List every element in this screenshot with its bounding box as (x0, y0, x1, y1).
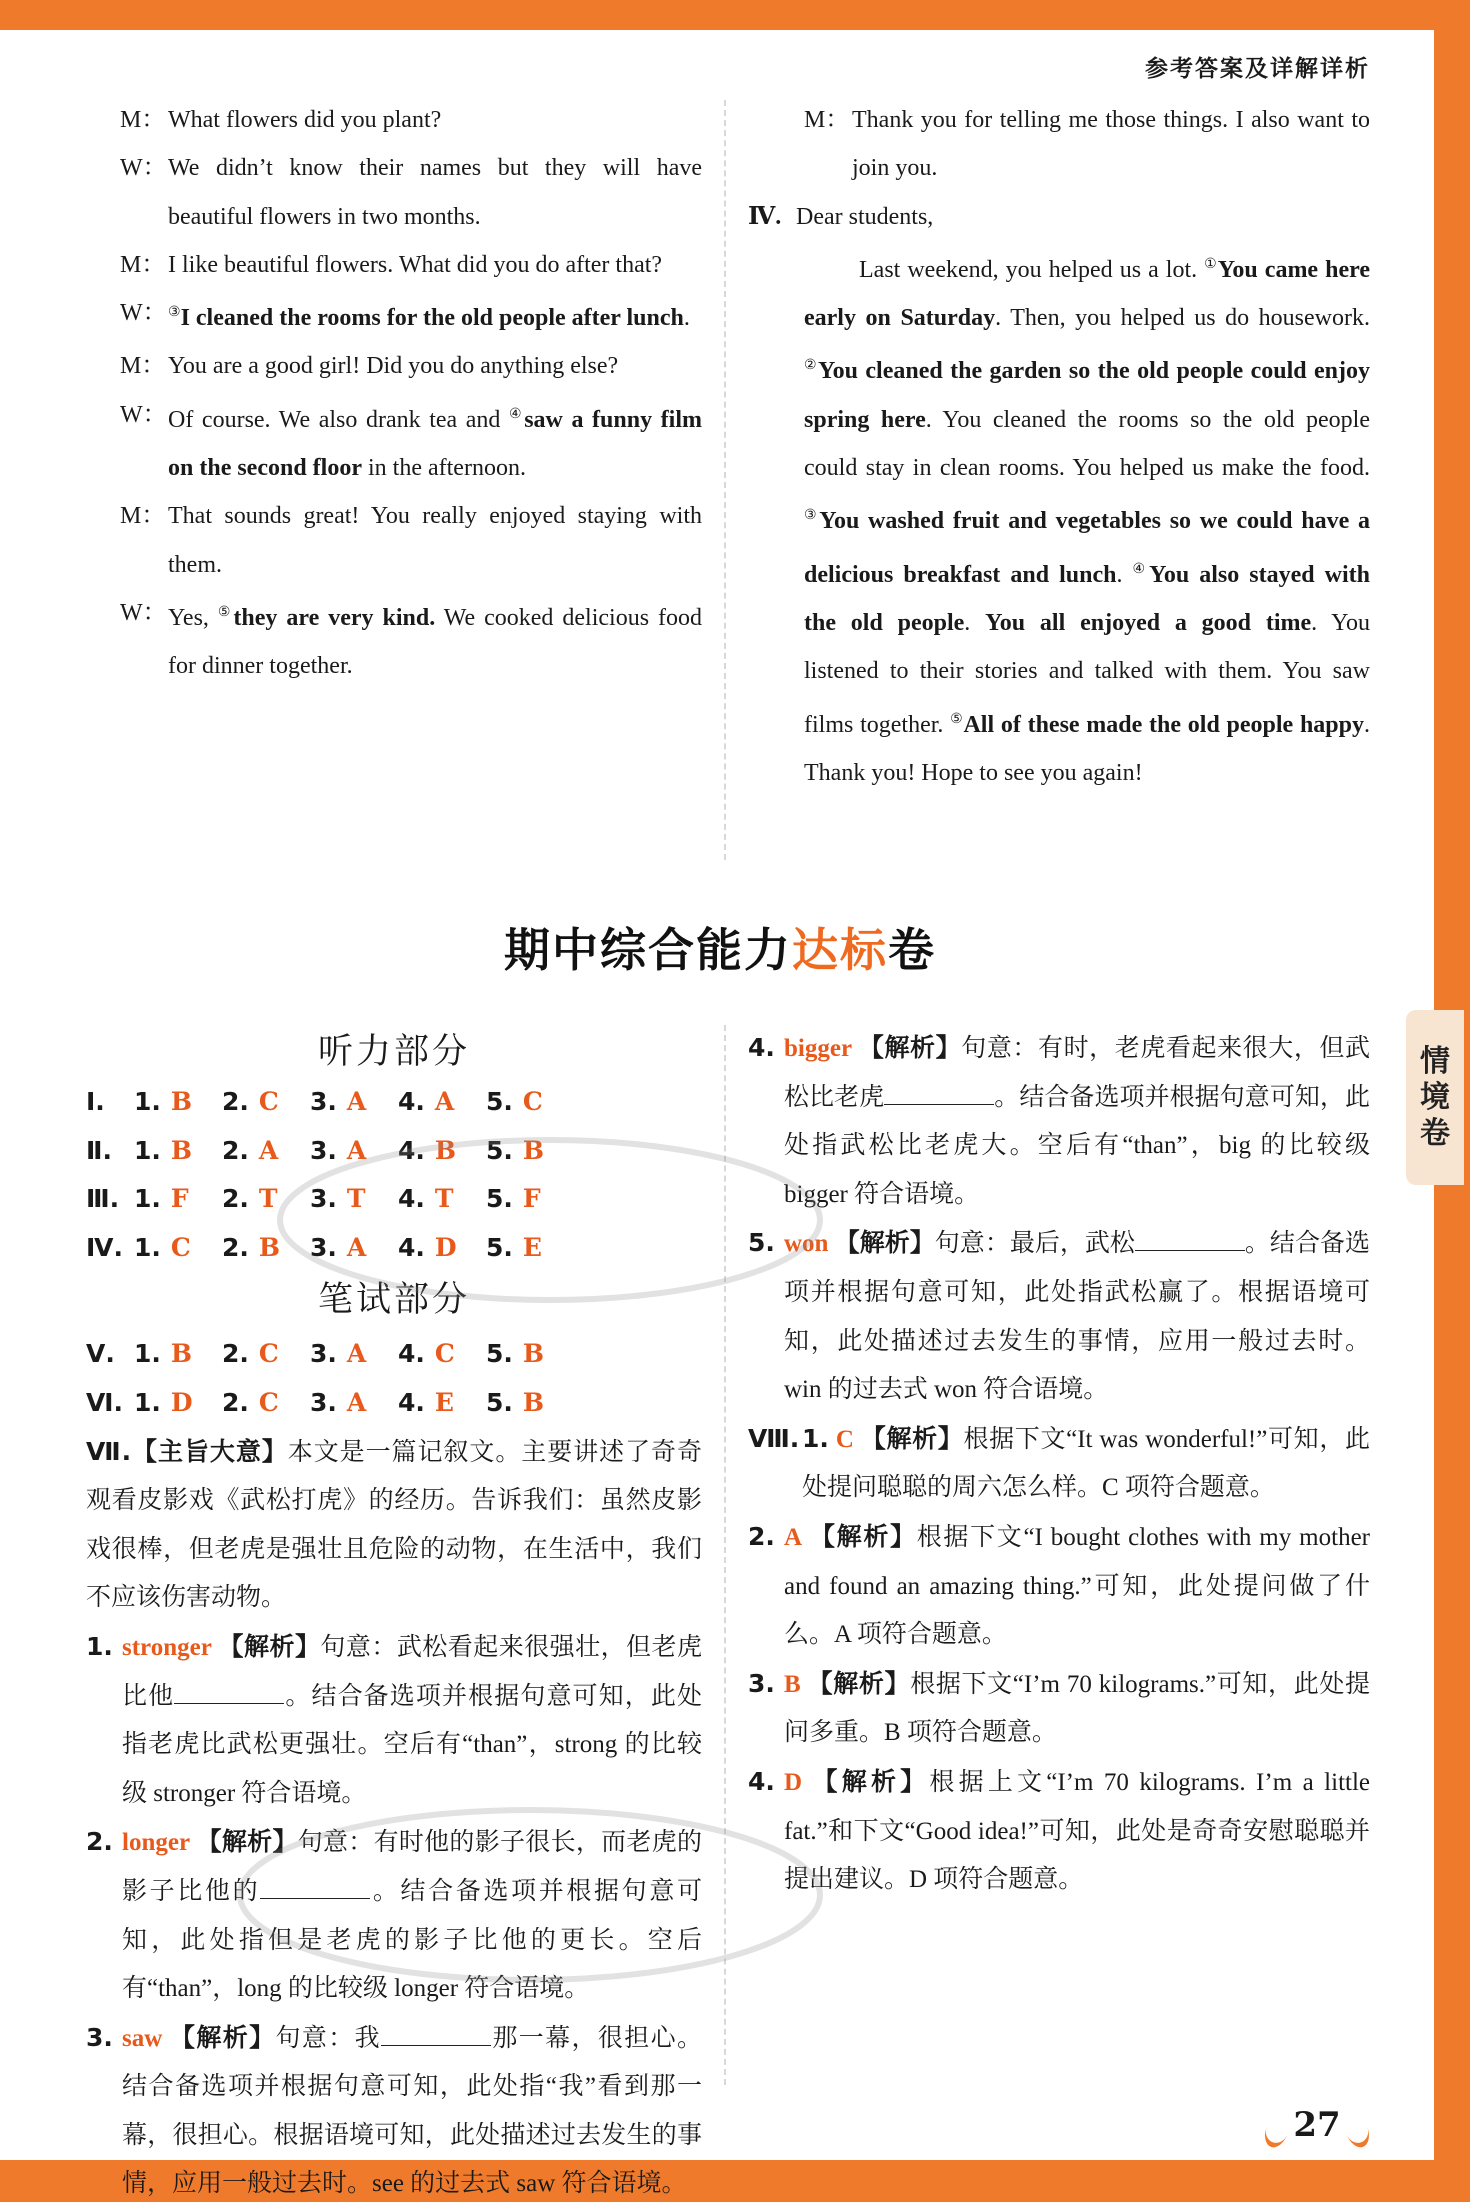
answer-cell: 1. C (134, 1232, 191, 1262)
letter-heading: Ⅳ. Dear students, (748, 203, 934, 230)
page-number: 27 (1272, 2098, 1362, 2152)
answer-cell: 2. C (222, 1387, 279, 1417)
answer-cell: 4. B (398, 1135, 457, 1165)
answer-cell: 4. D (398, 1232, 457, 1262)
side-tab-char: 卷 (1420, 1115, 1450, 1151)
dialogue-right (748, 96, 1370, 797)
side-tab (1406, 1010, 1464, 1185)
blank-line (884, 1084, 994, 1105)
explanation-item: 4. D 【解析】根据上文“I’m 70 kilograms. I’m a little fat.”和下文“Good idea!”可知，此处是奇奇安慰聪聪并提出建议。D 项符合题意。 (748, 1766, 1370, 1894)
page-number-ornament (1341, 2110, 1374, 2150)
answer-cell: 5. B (486, 1135, 545, 1165)
answer-cell: 2. T (222, 1184, 278, 1214)
watermark-logo (270, 1130, 830, 1310)
section-title: 期中综合能力达标卷 (504, 923, 936, 977)
writing-heading: 笔试部分 (317, 1280, 470, 1321)
top-orange-band (0, 0, 1470, 30)
answer-row-number: Ⅳ. (86, 1232, 123, 1262)
answer-cell: 2. C (222, 1339, 279, 1369)
dialogue-left (120, 96, 702, 691)
answer-row (86, 1330, 702, 1379)
explanation-item: 3. saw 【解析】句意：我 那一幕，很担心。结合备选项并根据句意可知，此处指“我”看到那一幕，很担心。根据语境可知，此处描述过去发生的事情，应用一般过去时。see 的过去式 saw 符合语境。 (86, 2022, 702, 2198)
answer-cell: 4. E (398, 1387, 454, 1417)
column-divider-top (724, 100, 726, 860)
answer-row-number: Ⅴ. (86, 1339, 115, 1369)
explanation-item: 5. won 【解析】句意：最后，武松 。结合备选项并根据句意可知，此处指武松赢了。根据语境可知，此处描述过去发生的事情，应用一般过去时。win 的过去式 won 符合语境。 (748, 1228, 1370, 1404)
explanation-item: 1. stronger 【解析】句意：武松看起来很强壮，但老虎比他 。结合备选项并根据句意可知，此处指老虎比武松更强壮。空后有“than”，strong 的比较级 stronger 符合语境。 (86, 1631, 702, 1807)
answer-cell: 5. F (486, 1184, 541, 1214)
answer-row-number: Ⅵ. (86, 1387, 123, 1417)
answer-row-number: Ⅰ. (86, 1087, 105, 1116)
answer-cell: 3. A (310, 1135, 367, 1165)
blank-line (174, 1683, 284, 1704)
dialogue-line: M： You are a good girl! Did you do anything else? (120, 353, 619, 380)
answer-cell: 5. C (486, 1087, 543, 1116)
answer-cell: 3. T (310, 1184, 366, 1214)
dialogue-line: W： ③I cleaned the rooms for the old people after lunch. (120, 300, 690, 332)
answer-cell: 2. C (222, 1087, 279, 1116)
answers-right (748, 1024, 1370, 1905)
answer-cell: 5. B (486, 1339, 545, 1369)
writing-answers (86, 1330, 702, 1427)
answer-cell: 1. B (134, 1087, 193, 1116)
watermark-logo (230, 1800, 830, 1990)
answer-cell: 3. A (310, 1339, 367, 1369)
answer-row-number: Ⅲ. (86, 1184, 120, 1214)
answer-cell: 2. B (222, 1232, 281, 1262)
blank-line (1135, 1230, 1245, 1251)
explanation-item: 3. B 【解析】根据下文“I’m 70 kilograms.”可知，此处提问多重。B 项符合题意。 (748, 1668, 1370, 1747)
section-seven-summary: Ⅶ.【主旨大意】本文是一篇记叙文。主要讲述了奇奇观看皮影戏《武松打虎》的经历。告诉我们：虽然皮影戏很棒，但老虎是强壮且危险的动物，在生活中，我们不应该伤害动物。 (86, 1436, 702, 1612)
dialogue-line: W： Yes, ⑤they are very kind. We cooked delicious food for dinner together. (120, 599, 702, 680)
answer-row (86, 1078, 702, 1127)
answer-cell: 3. A (310, 1087, 367, 1116)
blank-line (381, 2025, 491, 2046)
answer-cell: 1. D (134, 1387, 193, 1417)
side-tab-char: 情 (1420, 1043, 1450, 1079)
explanation-item: 4. bigger 【解析】句意：有时，老虎看起来很大，但武松比老虎 。结合备选项并根据句意可知，此处指武松比老虎大。空后有“than”，big 的比较级 bigger 符合语境。 (748, 1033, 1370, 1208)
explanation-item: 2. longer 【解析】句意：有时他的影子很长，而老虎的影子比他的 。结合备选项并根据句意可知，此处指但是老虎的影子比他的更长。空后有“than”，long 的比较级 longer 符合语境。 (86, 1827, 702, 2003)
answer-row (86, 1379, 702, 1428)
letter-body: Last weekend, you helped us a lot. ①You came here early on Saturday. Then, you helped us do housework. ②You cleaned the garden so the old people could enjoy spring here. You cleaned the rooms so the old people could stay in clean rooms. You helped us make the food. ③You washed fruit and vegetables so we could have a delicious breakfast and lunch. ④You also stayed with the old people. You all enjoyed a good time. You listened to their stories and talked with them. You saw films together. ⑤All of these made the old people happy. Thank you! Hope to see you again! (804, 256, 1371, 786)
explanation-item: Ⅷ. 1. C 【解析】根据下文“It was wonderful!”可知，此处提问聪聪的周六怎么样。C 项符合题意。 (748, 1423, 1371, 1502)
answer-cell: 1. B (134, 1339, 193, 1369)
dialogue-line: W： We didn’t know their names but they will have beautiful flowers in two months. (120, 155, 702, 230)
dialogue-line: M： Thank you for telling me those things. I also want to join you. (804, 107, 1370, 182)
answer-cell: 5. E (486, 1232, 542, 1262)
answer-cell: 4. A (398, 1087, 455, 1116)
explanation-item: 2. A 【解析】根据下文“I bought clothes with my mother and found an amazing thing.”可知，此处提问做了什么。A 项符合题意。 (748, 1521, 1370, 1649)
answer-cell: 1. B (134, 1135, 193, 1165)
answer-row-number: Ⅱ. (86, 1135, 112, 1165)
answer-cell: 4. C (398, 1339, 455, 1369)
dialogue-line: M： What flowers did you plant? (120, 107, 442, 133)
listening-heading: 听力部分 (317, 1032, 470, 1072)
dialogue-line: M： I like beautiful flowers. What did you do after that? (120, 251, 663, 278)
dialogue-line: M： That sounds great! You really enjoyed staying with them. (120, 503, 702, 578)
answer-cell: 3. A (310, 1232, 367, 1262)
answer-cell: 1. F (134, 1184, 189, 1214)
dialogue-line: W： Of course. We also drank tea and ④saw a funny film on the second floor in the afternoon. (120, 401, 703, 482)
answer-cell: 5. B (486, 1387, 545, 1417)
page-number-ornament (1261, 2110, 1294, 2150)
running-header: 参考答案及详解详析 (1145, 56, 1370, 82)
answer-cell: 2. A (222, 1135, 279, 1165)
side-tab-char: 境 (1420, 1079, 1450, 1115)
answer-cell: 3. A (310, 1387, 367, 1417)
answer-cell: 4. T (398, 1184, 454, 1214)
